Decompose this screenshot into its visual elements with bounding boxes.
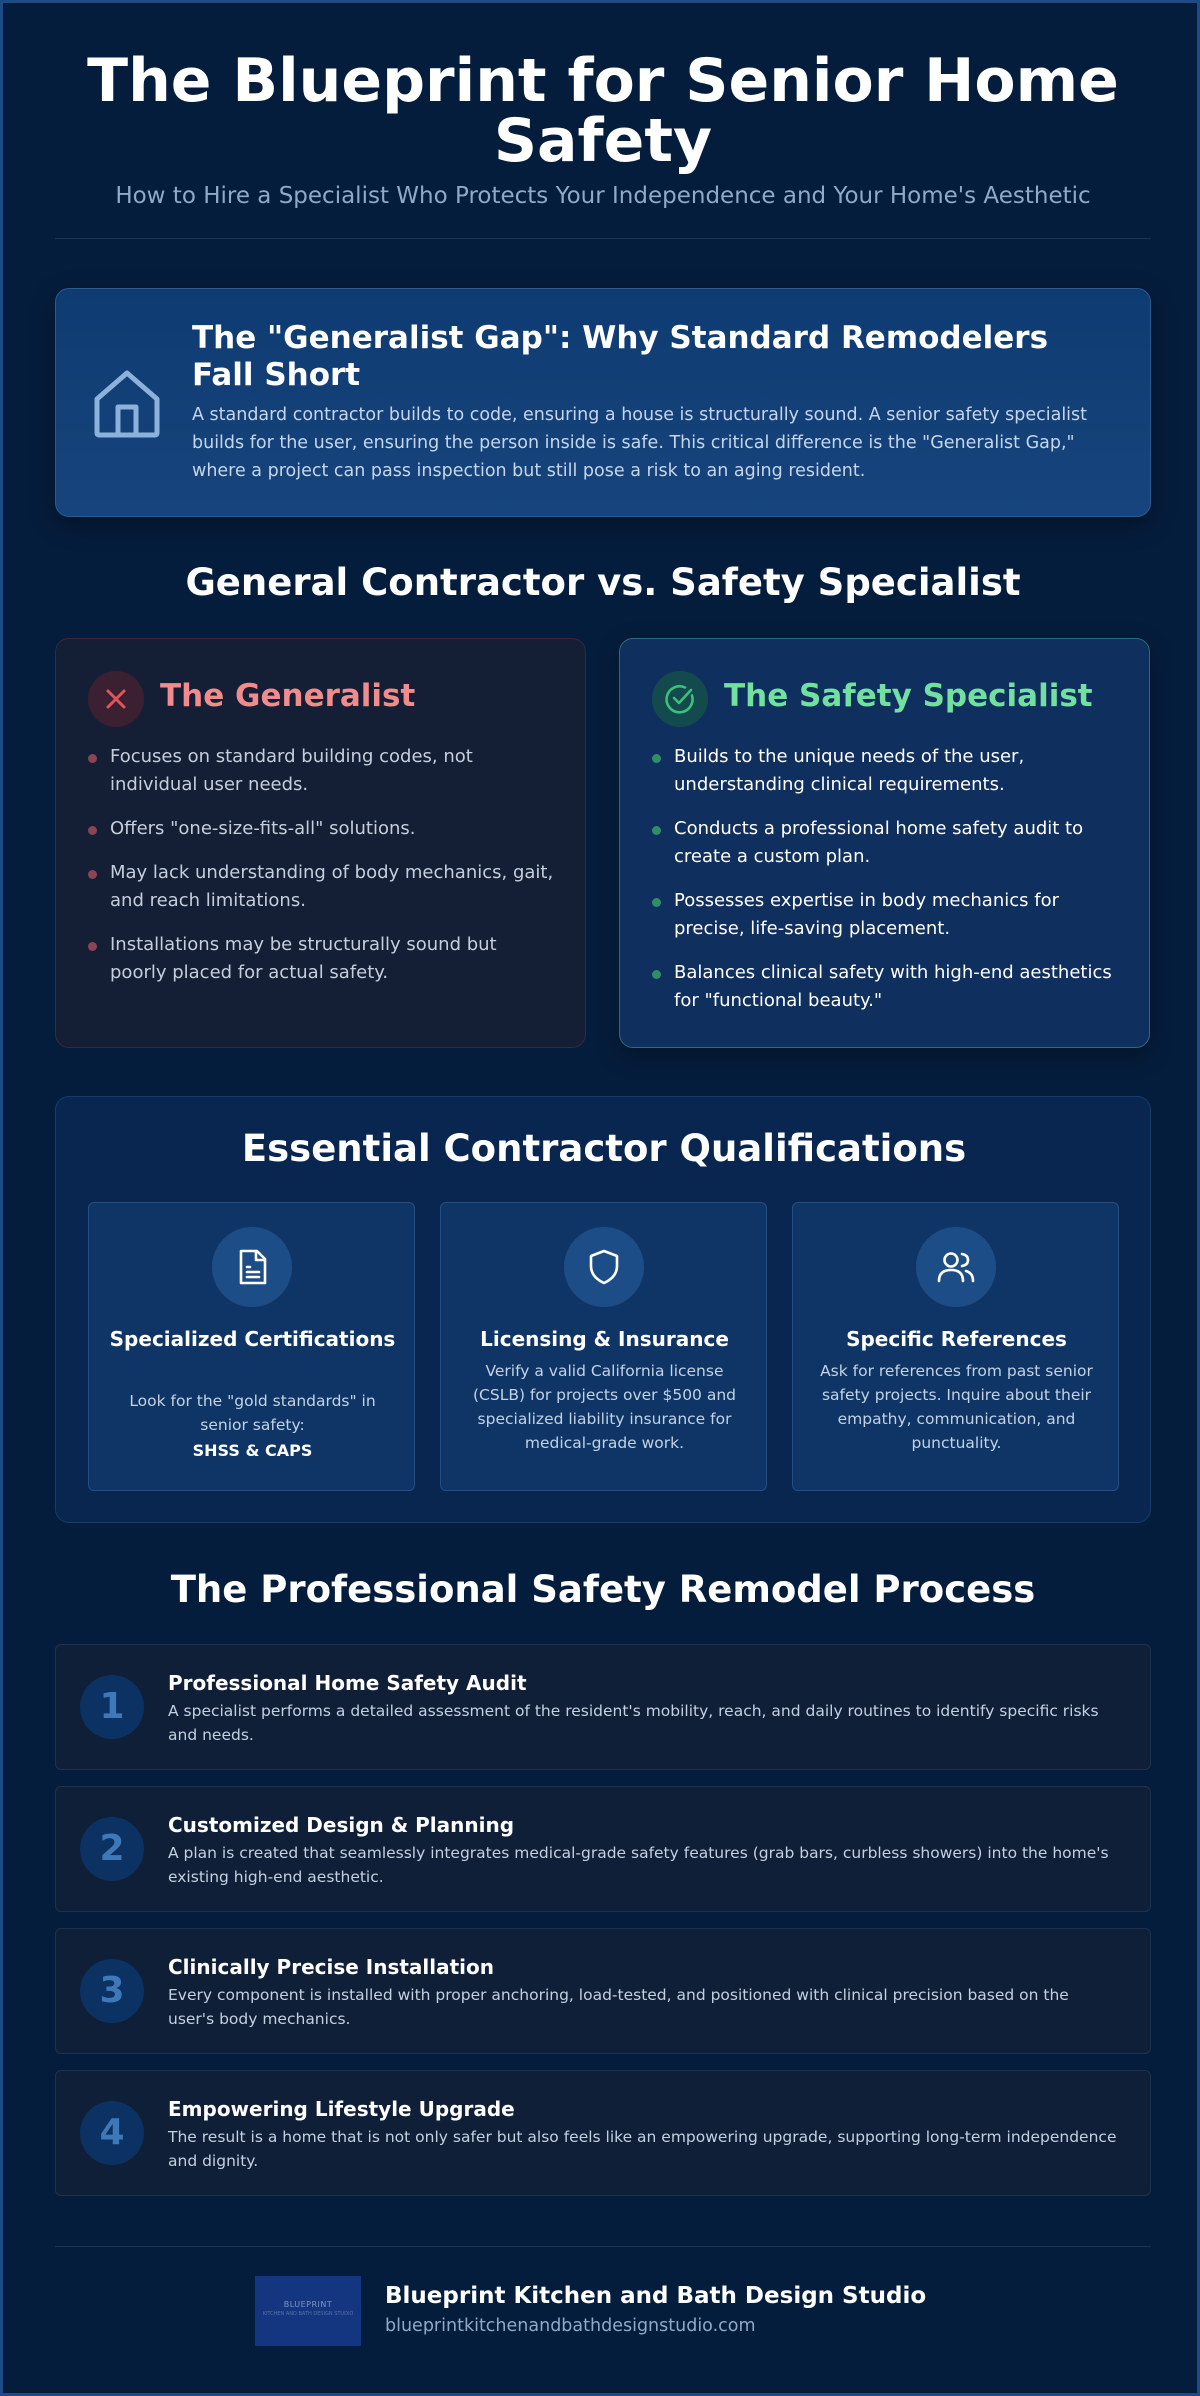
company-url-link[interactable]: blueprintkitchenandbathdesignstudio.com [385,2316,756,2336]
header-divider [55,238,1151,239]
bullet-dot [88,870,97,879]
step-title: Empowering Lifestyle Upgrade [168,2097,515,2121]
qualification-highlight: SHSS & CAPS [192,1441,313,1460]
x-icon [88,671,144,727]
process-step [55,1644,1151,1770]
bullet-dot [88,826,97,835]
qualification-text: Verify a valid California license (CSLB) for projects over $500 and specialized liability insurance for medical-grade work. [472,1362,736,1452]
bullet-dot [652,754,661,763]
bullet-dot [652,970,661,979]
qualification-name: Licensing & Insurance [480,1327,729,1351]
qualification-card-certifications [88,1202,415,1491]
home-icon [92,367,162,439]
step-description: Every component is installed with proper anchoring, load-tested, and positioned with clinical precision based on the user's body mechanics. [168,1986,1069,2028]
specialist-list [652,743,1122,1031]
list-item: Possesses expertise in body mechanics for precise, life-saving placement. [652,887,1122,943]
qualifications-title: Essential Contractor Qualifications [241,1127,967,1170]
page-subtitle: How to Hire a Specialist Who Protects Your Independence and Your Home's Aesthetic [115,183,1091,209]
check-circle-icon [652,671,708,727]
specialist-card [619,638,1150,1048]
gap-title: The "Generalist Gap": Why Standard Remodelers Fall Short [192,320,1049,393]
page-title: The Blueprint for Senior Home Safety [87,46,1119,176]
step-title: Professional Home Safety Audit [168,1671,527,1695]
step-description: The result is a home that is not only safer but also feels like an empowering upgrade, supporting long-term independence and dignity. [168,2128,1117,2170]
bullet-dot [88,754,97,763]
qualification-card-licensing [440,1202,767,1491]
footer-divider [55,2246,1151,2247]
list-item: Focuses on standard building codes, not individual user needs. [88,743,558,799]
list-item: Conducts a professional home safety audit to create a custom plan. [652,815,1122,871]
step-title: Customized Design & Planning [168,1813,515,1837]
list-item: Installations may be structurally sound but poorly placed for actual safety. [88,931,558,987]
step-number: 4 [80,2101,144,2165]
generalist-gap-card [55,288,1151,517]
document-icon [212,1227,292,1307]
qualification-text: Look for the "gold standards" in senior safety: [129,1392,376,1434]
bullet-dot [652,826,661,835]
generalist-heading: The Generalist [160,678,416,714]
gap-description: A standard contractor builds to code, ensuring a house is structurally sound. A senior safety specialist builds for the user, ensuring the person inside is safe. This critical difference is the "Generalist Gap," where a project can pass inspection but still pose a risk to an aging resident. [192,405,1088,481]
company-logo[interactable] [255,2276,361,2346]
qualification-card-references [792,1202,1119,1491]
process-step [55,2070,1151,2196]
generalist-list [88,743,558,1003]
company-name: Blueprint Kitchen and Bath Design Studio [385,2283,927,2309]
step-number: 3 [80,1959,144,2023]
step-description: A specialist performs a detailed assessment of the resident's mobility, reach, and daily routines to identify specific risks and needs. [168,1702,1099,1744]
list-item: May lack understanding of body mechanics, gait, and reach limitations. [88,859,558,915]
list-item: Builds to the unique needs of the user, understanding clinical requirements. [652,743,1122,799]
step-title: Clinically Precise Installation [168,1955,495,1979]
bullet-dot [652,898,661,907]
comparison-title: General Contractor vs. Safety Specialist [185,561,1021,604]
process-step [55,1786,1151,1912]
users-icon [916,1227,996,1307]
step-number: 1 [80,1675,144,1739]
logo-tagline: KITCHEN AND BATH DESIGN STUDIO [262,2311,354,2317]
step-description: A plan is created that seamlessly integrates medical-grade safety features (grab bars, curbless showers) into the home's existing high-end aesthetic. [168,1844,1109,1886]
qualification-text: Ask for references from past senior safety projects. Inquire about their empathy, communication, and punctuality. [820,1362,1093,1452]
process-title: The Professional Safety Remodel Process [170,1568,1036,1611]
logo-wordmark: BLUEPRINT [283,2300,333,2309]
process-step [55,1928,1151,2054]
generalist-card [55,638,586,1048]
qualifications-panel [55,1096,1151,1523]
specialist-heading: The Safety Specialist [724,678,1093,714]
step-number: 2 [80,1817,144,1881]
list-item: Offers "one-size-fits-all" solutions. [88,815,558,843]
qualification-name: Specific References [846,1327,1067,1351]
bullet-dot [88,942,97,951]
shield-icon [564,1227,644,1307]
list-item: Balances clinical safety with high-end aesthetics for "functional beauty." [652,959,1122,1015]
qualification-name: Specialized Certifications [109,1327,396,1351]
